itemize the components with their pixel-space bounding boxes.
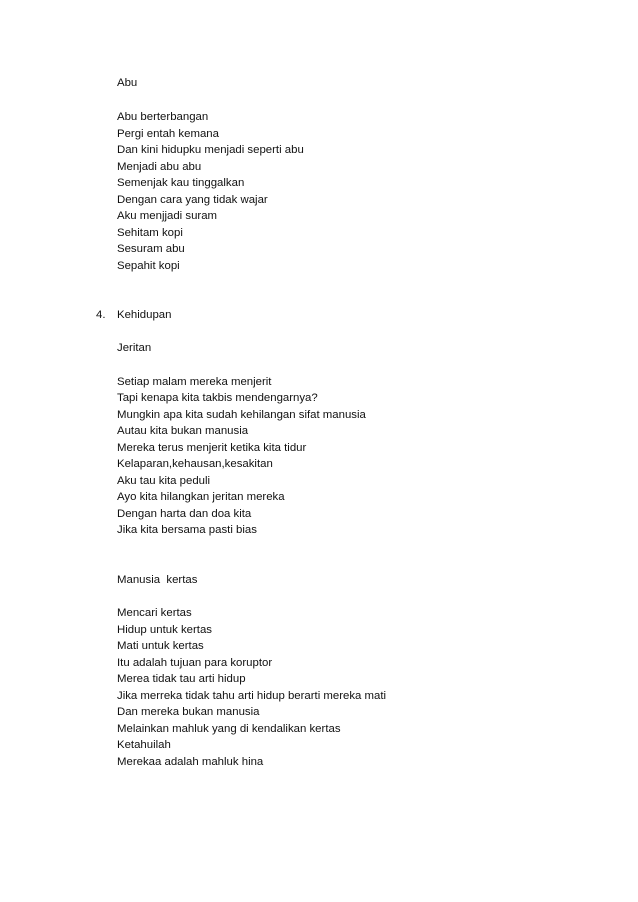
poem-line: Sehitam kopi xyxy=(117,227,183,239)
poem-line: Pergi entah kemana xyxy=(117,128,219,140)
poem-line: Sesuram abu xyxy=(117,243,185,255)
poem-line: Dengan harta dan doa kita xyxy=(117,508,252,520)
poem-line: Aku menjjadi suram xyxy=(117,210,218,222)
poem-line: Merekaa adalah mahluk hina xyxy=(117,756,264,768)
poem-line: Ayo kita hilangkan jeritan mereka xyxy=(117,491,285,503)
poem-line: Semenjak kau tinggalkan xyxy=(117,177,245,189)
poem-line: Jika merreka tidak tahu arti hidup berarti mereka mati xyxy=(117,690,387,702)
section-number: 4. xyxy=(96,309,106,321)
poem-line: Mencari kertas xyxy=(117,607,192,619)
poem-line: Dengan cara yang tidak wajar xyxy=(117,194,268,206)
poem-line: Tapi kenapa kita takbis mendengarnya? xyxy=(117,392,318,404)
poem-title: Jeritan xyxy=(117,342,152,354)
poem-line: Setiap malam mereka menjerit xyxy=(117,376,272,388)
poem-line: Mati untuk kertas xyxy=(117,640,204,652)
poem-title: Manusia kertas xyxy=(117,574,198,586)
poem-line: Melainkan mahluk yang di kendalikan kertas xyxy=(117,723,341,735)
poem-line: Aku tau kita peduli xyxy=(117,475,211,487)
poem-line: Abu berterbangan xyxy=(117,111,209,123)
poem-line: Ketahuilah xyxy=(117,739,171,751)
poem-line: Dan mereka bukan manusia xyxy=(117,706,260,718)
poem-title: Abu xyxy=(117,77,138,89)
poem-line: Dan kini hidupku menjadi seperti abu xyxy=(117,144,304,156)
poem-line: Hidup untuk kertas xyxy=(117,624,212,636)
poem-line: Mereka terus menjerit ketika kita tidur xyxy=(117,442,307,454)
poem-line: Kelaparan,kehausan,kesakitan xyxy=(117,458,273,470)
poem-line: Autau kita bukan manusia xyxy=(117,425,249,437)
poem-line: Menjadi abu abu xyxy=(117,161,202,173)
poem-line: Sepahit kopi xyxy=(117,260,180,272)
section-title: Kehidupan xyxy=(117,309,172,321)
poem-line: Itu adalah tujuan para koruptor xyxy=(117,657,273,669)
poem-line: Mungkin apa kita sudah kehilangan sifat manusia xyxy=(117,409,366,421)
poem-line: Merea tidak tau arti hidup xyxy=(117,673,246,685)
poem-line: Jika kita bersama pasti bias xyxy=(117,524,257,536)
